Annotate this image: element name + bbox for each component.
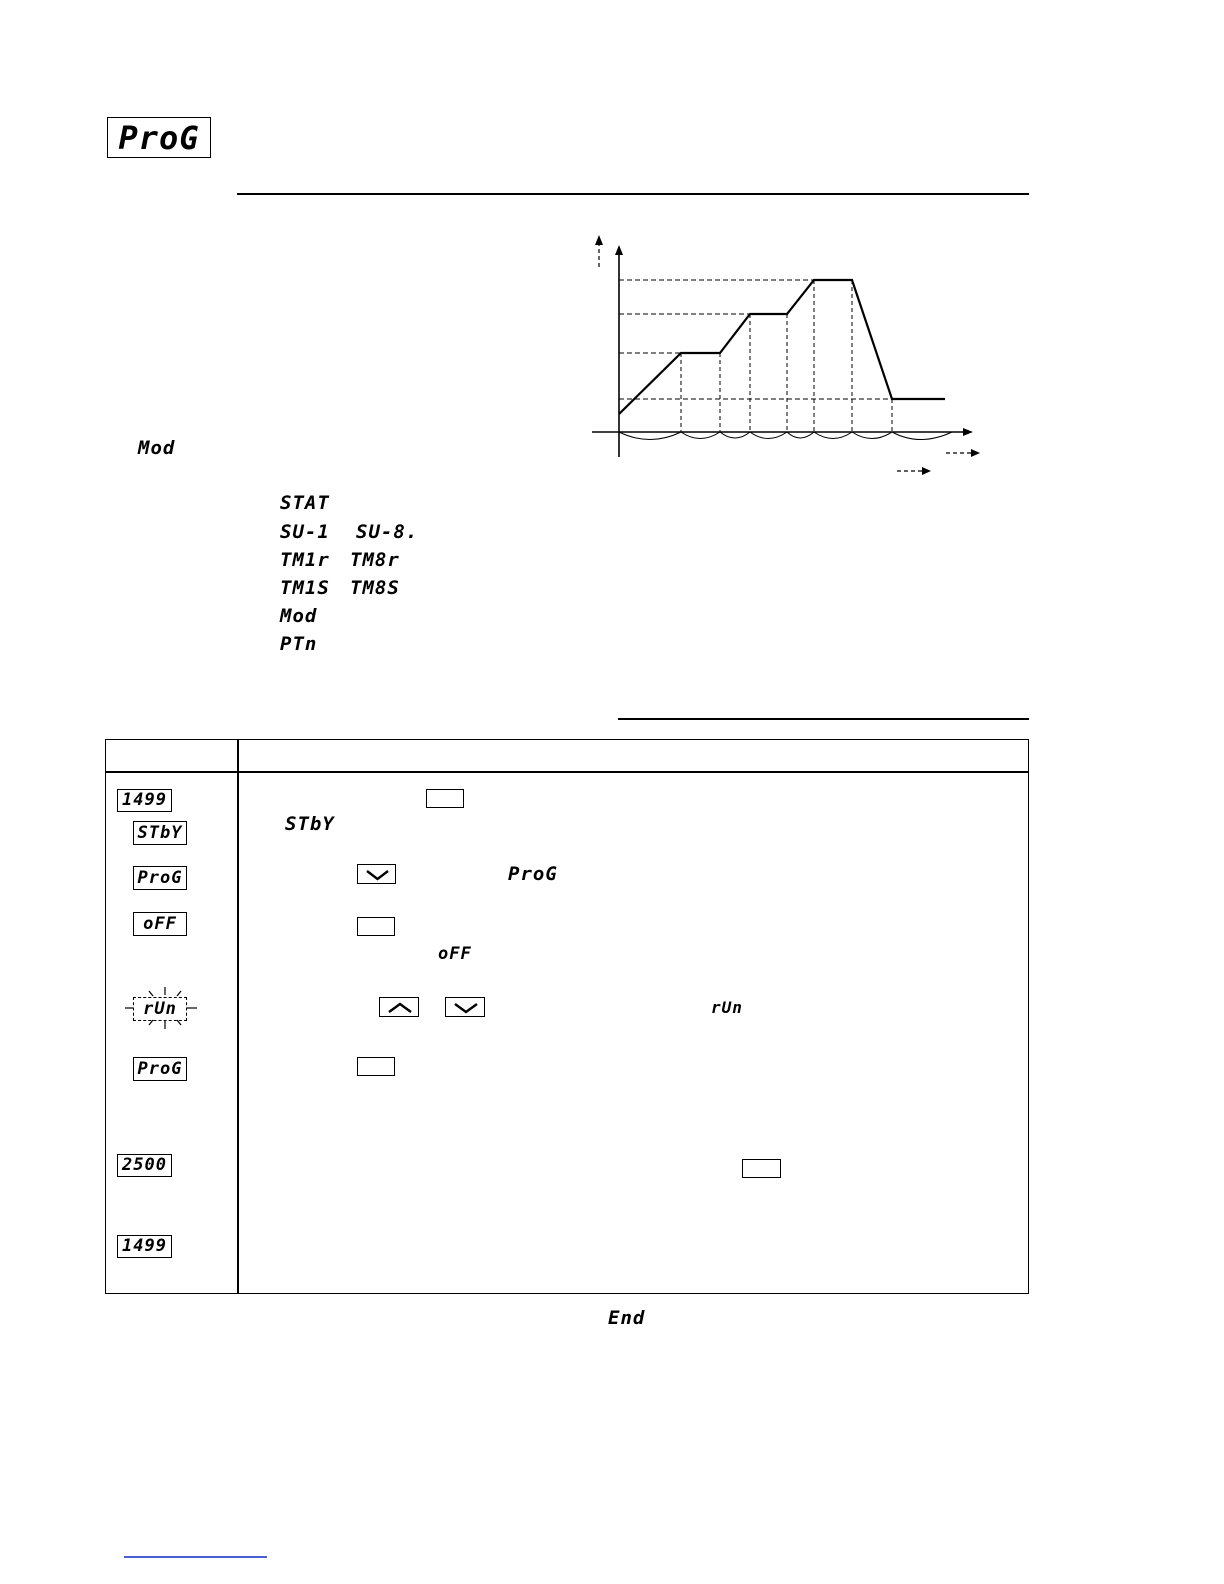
inline-code-standby: STbY xyxy=(285,813,335,835)
end-code: End xyxy=(608,1307,646,1329)
display-prog-2-text: ProG xyxy=(137,1058,183,1079)
display-prog-1 xyxy=(133,866,187,890)
footer-link-underline[interactable] xyxy=(124,1556,267,1558)
segment-brace xyxy=(720,432,750,438)
inline-code-prog: ProG xyxy=(508,863,558,885)
display-value-1-text: 1499 xyxy=(122,790,167,810)
mod-label: Mod xyxy=(138,437,176,459)
program-title-text: ProG xyxy=(118,118,200,157)
display-run xyxy=(133,997,187,1021)
procedure-table xyxy=(105,739,1029,1294)
procedure-table-column-divider xyxy=(237,739,239,1294)
mode-item-step-last: SU-8. xyxy=(356,521,419,543)
program-profile-line xyxy=(619,280,945,414)
inline-code-off: oFF xyxy=(438,944,472,964)
segment-brace xyxy=(892,432,952,440)
display-standby xyxy=(133,821,187,845)
segment-brace xyxy=(681,432,720,439)
program-title-display xyxy=(107,117,211,158)
mode-item-ramp-first: TM1r xyxy=(280,549,330,571)
mode-item-soak-last: TM8S xyxy=(350,577,400,599)
display-off-text: oFF xyxy=(143,913,177,934)
procedure-table-header-divider xyxy=(105,771,1029,773)
display-value-3-text: 1499 xyxy=(122,1236,167,1256)
mode-item-start: STAT xyxy=(280,492,330,514)
y-axis-arrowhead xyxy=(615,245,623,255)
inline-code-run: rUn xyxy=(711,998,743,1017)
display-off xyxy=(133,912,187,936)
x-axis-arrowhead xyxy=(963,428,973,436)
mode-key-button[interactable] xyxy=(426,789,464,808)
display-prog-1-text: ProG xyxy=(137,867,183,888)
display-run-text: rUn xyxy=(143,998,177,1019)
mode-item-mod: Mod xyxy=(280,605,318,627)
display-value-2 xyxy=(117,1154,172,1177)
display-prog-2 xyxy=(133,1057,187,1081)
mode-item-soak-first: TM1S xyxy=(280,577,330,599)
segment-brace xyxy=(750,432,787,439)
display-value-2-text: 2500 xyxy=(122,1155,167,1175)
mode-item-ramp-last: TM8r xyxy=(350,549,400,571)
mode-key-button-2[interactable] xyxy=(357,917,395,936)
mode-key-button-3[interactable] xyxy=(357,1057,395,1076)
y-hint-arrowhead xyxy=(595,235,603,245)
x-hint-arrowhead-1 xyxy=(971,449,980,457)
mode-item-step-first: SU-1 xyxy=(280,521,330,543)
program-profile-diagram xyxy=(580,225,990,485)
mode-item-pattern: PTn xyxy=(280,633,318,655)
segment-brace xyxy=(619,432,681,440)
segment-brace xyxy=(814,432,852,439)
down-key-button-2[interactable] xyxy=(445,997,485,1017)
display-value-3 xyxy=(117,1235,172,1258)
mode-key-button-4[interactable] xyxy=(742,1159,781,1178)
chevron-down-icon xyxy=(446,998,486,1018)
display-standby-text: STbY xyxy=(137,822,183,843)
display-value-1 xyxy=(117,789,172,812)
section-rule-middle xyxy=(618,718,1029,720)
section-rule-top xyxy=(237,193,1029,195)
segment-brace xyxy=(787,432,814,438)
x-hint-arrowhead-2 xyxy=(922,467,931,475)
up-key-button[interactable] xyxy=(379,997,419,1017)
chevron-down-icon xyxy=(358,865,397,885)
segment-brace xyxy=(852,432,892,439)
chevron-up-icon xyxy=(380,998,420,1018)
down-key-button[interactable] xyxy=(357,864,396,884)
